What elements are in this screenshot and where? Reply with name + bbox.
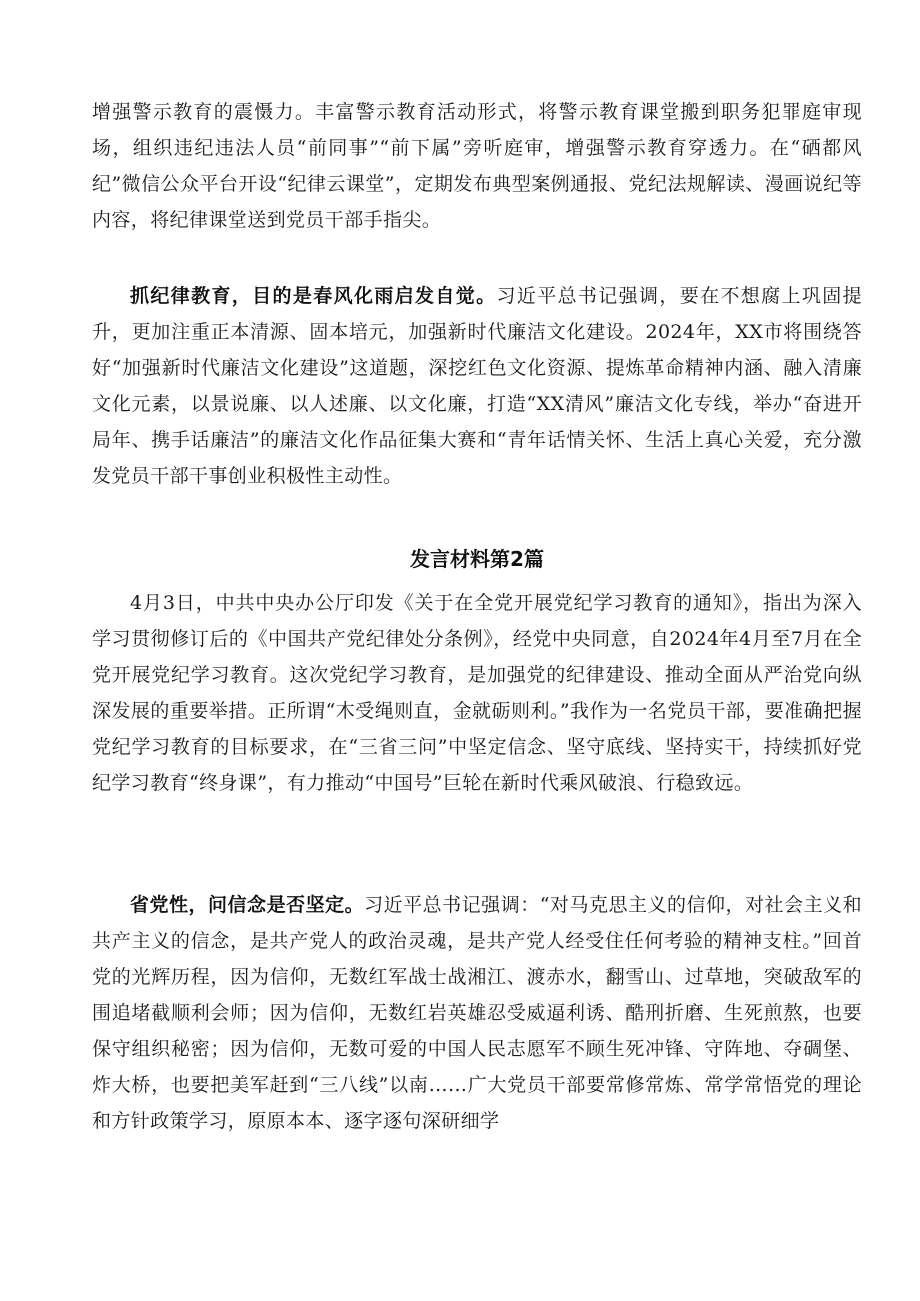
paragraph-notice: [92, 585, 862, 801]
paragraph-warning-education: [92, 94, 862, 238]
paragraph-lead: 抓纪律教育，目的是春风化雨启发自觉。: [130, 285, 497, 307]
paragraph-text: 4月3日，中共中央办公厅印发《关于在全党开展党纪学习教育的通知》，指出为深入学习贯彻修订后的《中国共产党纪律处分条例》，经党中央同意，自2024年4月至7月在全党开展党纪学习教育。这次党纪学习教育，是加强党的纪律建设、推动全面从严治党向纵深发展的重要举措。正所谓“木受绳则直，金就砺则利。”我作为一名党员干部，要准确把握党纪学习教育的目标要求，在“三省三问”中坚定信念、坚守底线、坚持实干，持续抓好党纪学习教育“终身课”，有力推动“中国号”巨轮在新时代乘风破浪、行稳致远。: [92, 592, 862, 794]
section-heading: 发言材料第2篇: [410, 547, 544, 571]
paragraph-text: 习近平总书记强调：“对马克思主义的信仰，对社会主义和共产主义的信念，是共产党人的政治灵魂，是共产党人经受住任何考验的精神支柱。”回首党的光辉历程，因为信仰，无数红军战士战湘江、渡赤水，翻雪山、过草地，突破敌军的围追堵截顺利会师；因为信仰，无数红岩英雄忍受威逼利诱、酷刑折磨、生死煎熬，也要保守组织秘密；因为信仰，无数可爱的中国人民志愿军不顾生死冲锋、守阵地、夺碉堡、炸大桥，也要把美军赶到“三八线”以南……广大党员干部要常修常炼、常学常悟党的理论和方针政策学习，原原本本、逐字逐句深研细学: [92, 894, 862, 1132]
paragraph-party-spirit: [92, 887, 862, 1139]
paragraph-lead: 省党性，问信念是否坚定。: [130, 894, 365, 916]
paragraph-text: 习近平总书记强调，要在不想腐上巩固提升，更加注重正本清源、固本培元，加强新时代廉洁文化建设。2024年，XX市将围绕答好“加强新时代廉洁文化建设”这道题，深挖红色文化资源、提炼革命精神内涵、融入清廉文化元素，以景说廉、以人述廉、以文化廉，打造“XX清风”廉洁文化专线，举办“奋进开局年、携手话廉洁”的廉洁文化作品征集大赛和“青年话情关怀、生活上真心关爱，充分激发党员干部干事创业积极性主动性。: [92, 285, 863, 487]
paragraph-text: 增强警示教育的震慑力。丰富警示教育活动形式，将警示教育课堂搬到职务犯罪庭审现场，组织违纪违法人员“前同事”“前下属”旁听庭审，增强警示教育穿透力。在“硒都风纪”微信公众平台开设“纪律云课堂”，定期发布典型案例通报、党纪法规解读、漫画说纪等内容，将纪律课堂送到党员干部手指尖。: [92, 101, 862, 231]
paragraph-discipline-education: [92, 278, 862, 494]
